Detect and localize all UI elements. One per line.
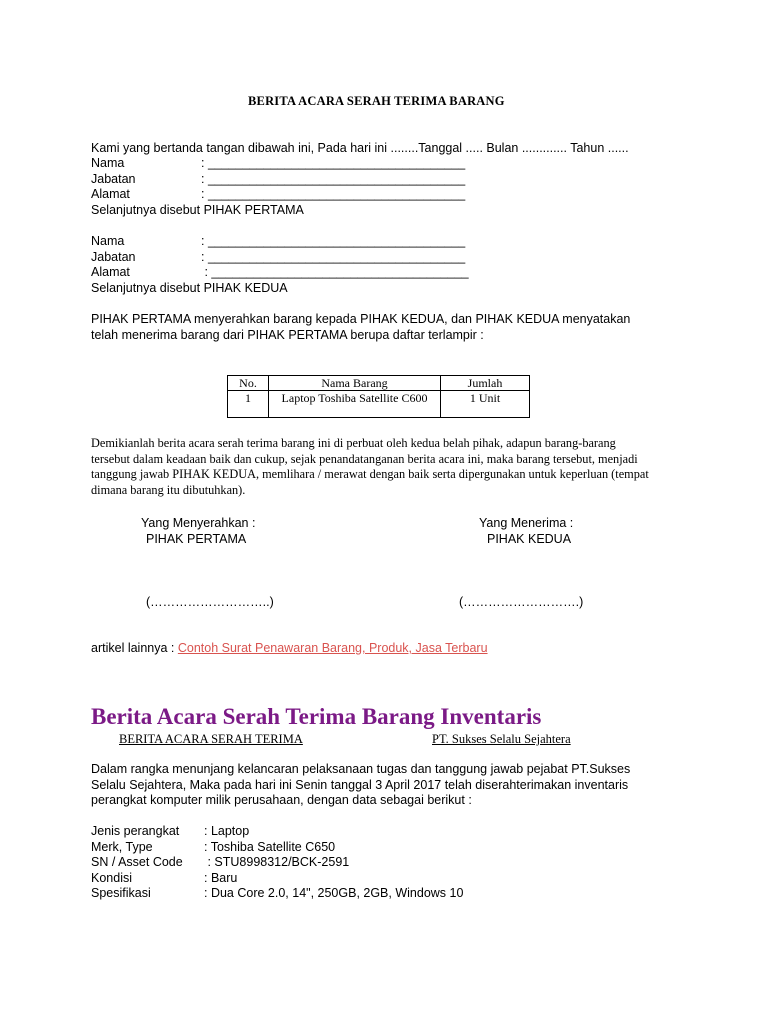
other-article-prefix: artikel lainnya : [91, 641, 178, 655]
statement-line: telah menerima barang dari PIHAK PERTAMA berupa daftar terlampir : [91, 327, 484, 342]
paragraph-line: perangkat komputer milik perusahaan, dengan data sebagai berikut : [91, 793, 472, 807]
party2-note: Selanjutnya disebut PIHAK KEDUA [91, 280, 288, 295]
inventaris-paragraph [91, 762, 630, 809]
statement-paragraph [91, 312, 630, 343]
closing-line: tersebut dalam keadaan baik dan cukup, sejak penandatanganan berita acara ini, maka barang tersebut, menjadi [91, 451, 638, 466]
party1-block [91, 156, 465, 218]
party2-block [91, 234, 469, 296]
other-article-link[interactable]: Contoh Surat Penawaran Barang, Produk, Jasa Terbaru [177, 641, 488, 655]
statement-line: PIHAK PERTAMA menyerahkan barang kepada PIHAK KEDUA, dan PIHAK KEDUA menyatakan [91, 312, 631, 326]
table-row [228, 391, 530, 418]
other-article [91, 641, 488, 656]
spec-list [91, 824, 463, 902]
closing-line: Demikianlah berita acara serah terima barang ini di perbuat oleh kedua belah pihak, adapun barang-barang [91, 436, 616, 450]
closing-paragraph [91, 436, 649, 498]
spec-spesifikasi: Spesifikasi : Dua Core 2.0, 14", 250GB, 2GB, Windows 10 [91, 886, 464, 900]
party2-field-name: Nama : _____________________________________ [91, 234, 466, 248]
sign-left-party: PIHAK PERTAMA [146, 532, 247, 546]
items-table [227, 375, 530, 418]
company-name: PT. Sukses Selalu Sejahtera [432, 732, 571, 746]
spec-kondisi: Kondisi : Baru [91, 870, 238, 885]
table-header-row [228, 376, 530, 391]
party1-note: Selanjutnya disebut PIHAK PERTAMA [91, 202, 304, 217]
party1-field-alamat: Alamat : _____________________________________ [91, 187, 466, 201]
document-title: BERITA ACARA SERAH TERIMA BARANG [248, 94, 505, 108]
sign-right-role: Yang Menerima : [479, 516, 574, 530]
cell-nama-barang: Laptop Toshiba Satellite C600 [269, 391, 441, 418]
column-header-no: No. [228, 376, 269, 391]
party1-field-name: Nama : _____________________________________ [91, 156, 466, 170]
cell-no: 1 [228, 391, 269, 418]
sign-right-line: (……………………….) [459, 595, 584, 609]
column-header-nama-barang: Nama Barang [269, 376, 441, 391]
inventaris-heading: Berita Acara Serah Terima Barang Inventaris [91, 704, 542, 729]
cell-jumlah: 1 Unit [441, 391, 530, 418]
spec-jenis-perangkat: Jenis perangkat : Laptop [91, 824, 250, 838]
sign-left-role: Yang Menyerahkan : [141, 516, 256, 530]
party1-field-jabatan: Jabatan : _____________________________________ [91, 171, 466, 186]
paragraph-line: Selalu Sejahtera, Maka pada hari ini Senin tanggal 3 April 2017 telah diserahterimakan inventaris [91, 777, 629, 792]
column-header-jumlah: Jumlah [441, 376, 530, 391]
closing-line: dimana barang itu dibutuhkan). [91, 482, 246, 497]
closing-line: tanggung jawab PIHAK KEDUA, memlihara / merawat dengan baik serta dipergunakan untuk keperluan (tempat [91, 467, 649, 481]
spec-sn-asset-code: SN / Asset Code : STU8998312/BCK-2591 [91, 855, 350, 869]
spec-merk-type: Merk, Type : Toshiba Satellite C650 [91, 839, 336, 854]
sign-right-party: PIHAK KEDUA [487, 532, 572, 546]
sign-left-line: (………………………..) [146, 595, 274, 609]
intro-text: Kami yang bertanda tangan dibawah ini, Pada hari ini ........Tanggal ..... Bulan ............. Tahun ...... [91, 141, 629, 155]
paragraph-line: Dalam rangka menunjang kelancaran pelaksanaan tugas dan tanggung jawab pejabat PT.Sukses [91, 762, 631, 776]
party2-field-alamat: Alamat : _____________________________________ [91, 265, 469, 279]
party2-field-jabatan: Jabatan : _____________________________________ [91, 249, 466, 264]
inventaris-subtitle: BERITA ACARA SERAH TERIMA [119, 732, 303, 746]
